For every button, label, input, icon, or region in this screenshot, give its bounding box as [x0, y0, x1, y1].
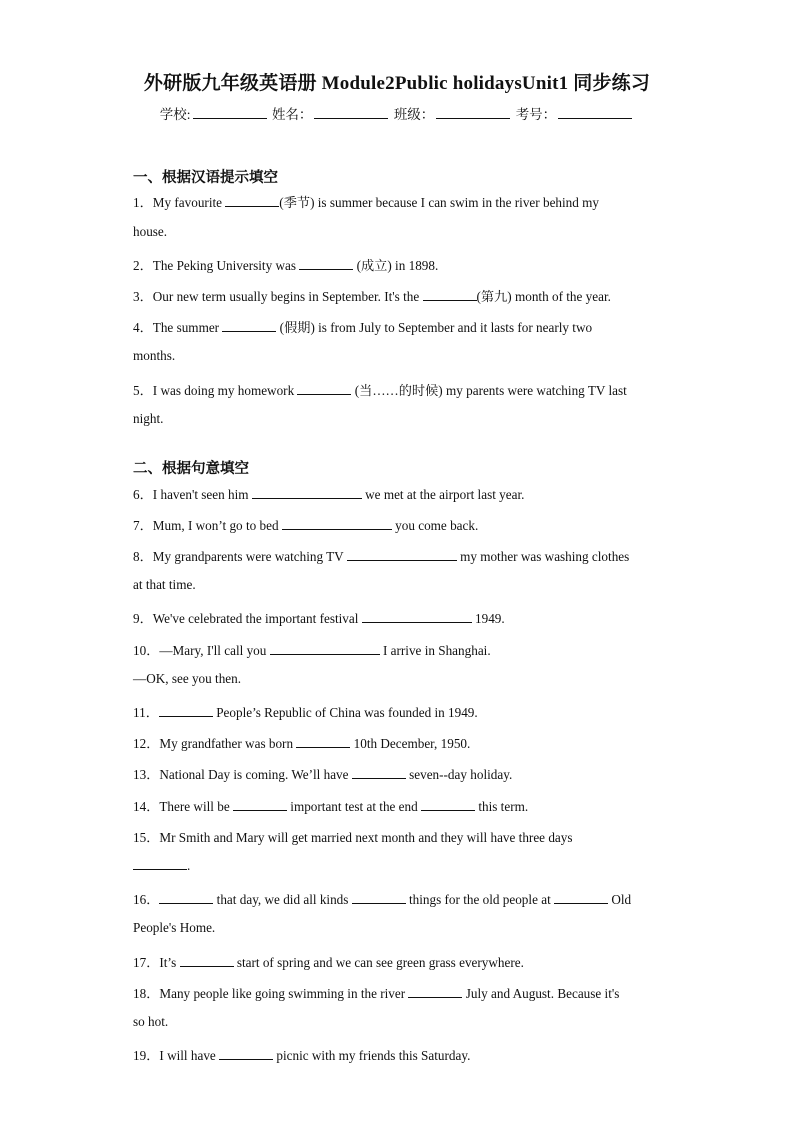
school-blank[interactable] [193, 106, 267, 119]
answer-blank[interactable] [362, 611, 472, 623]
question-6: 6．I haven't seen him we met at the airport last year. [133, 487, 525, 502]
class-label: 班级： [393, 107, 435, 122]
answer-blank[interactable] [282, 518, 392, 530]
question-18: 18．Many people like going swimming in the river July and August. Because it's [133, 986, 620, 1001]
answer-blank[interactable] [296, 736, 350, 748]
name-label: 姓名： [271, 107, 313, 122]
question-14: 14．There will be important test at the end this term. [133, 799, 529, 814]
answer-blank[interactable] [252, 487, 362, 499]
answer-blank[interactable] [421, 799, 475, 811]
question-5-cont: night. [133, 411, 164, 426]
question-16: 16． that day, we did all kinds things for the old people at Old [133, 892, 632, 907]
question-18-cont: so hot. [133, 1014, 169, 1029]
question-7: 7．Mum, I won’t go to bed you come back. [133, 518, 479, 533]
answer-blank[interactable] [270, 643, 380, 655]
answer-blank[interactable] [233, 799, 287, 811]
question-9: 9．We've celebrated the important festival 1949. [133, 611, 505, 626]
question-10-cont: —OK, see you then. [133, 671, 242, 686]
answer-blank[interactable] [159, 892, 213, 904]
question-17: 17．It’s start of spring and we can see green grass everywhere. [133, 955, 524, 970]
answer-blank[interactable] [297, 383, 351, 395]
question-11: 11． People’s Republic of China was founded in 1949. [133, 705, 478, 720]
answer-blank[interactable] [408, 986, 462, 998]
answer-blank[interactable] [423, 289, 477, 301]
answer-blank[interactable] [352, 892, 406, 904]
question-2: 2．The Peking University was (成立) in 1898. [133, 258, 439, 273]
question-1-cont: house. [133, 224, 168, 239]
question-8-cont: at that time. [133, 577, 196, 592]
question-19: 19．I will have picnic with my friends this Saturday. [133, 1048, 471, 1063]
class-blank[interactable] [436, 106, 510, 119]
answer-blank[interactable] [159, 705, 213, 717]
answer-blank[interactable] [347, 549, 457, 561]
answer-blank[interactable] [222, 320, 276, 332]
number-label: 考号： [515, 107, 557, 122]
answer-blank[interactable] [225, 195, 279, 207]
student-info-line [0, 103, 794, 123]
answer-blank[interactable] [219, 1048, 273, 1060]
question-15: 15．Mr Smith and Mary will get married next month and they will have three days [133, 830, 573, 845]
answer-blank[interactable] [352, 767, 406, 779]
answer-blank[interactable] [133, 858, 187, 870]
question-8: 8．My grandparents were watching TV my mother was washing clothes [133, 549, 630, 564]
number-blank[interactable] [558, 106, 632, 119]
section1-heading: 一、根据汉语提示填空 [133, 170, 278, 186]
section2-heading: 二、根据句意填空 [133, 461, 249, 477]
question-15-cont: . [133, 858, 190, 874]
name-blank[interactable] [314, 106, 388, 119]
question-13: 13．National Day is coming. We’ll have seven--day holiday. [133, 767, 513, 782]
question-5: 5．I was doing my homework (当……的时候) my parents were watching TV last [133, 383, 627, 398]
question-16-cont: People's Home. [133, 920, 216, 935]
answer-blank[interactable] [554, 892, 608, 904]
question-10: 10．—Mary, I'll call you I arrive in Shanghai. [133, 643, 491, 658]
answer-blank[interactable] [180, 955, 234, 967]
question-12: 12．My grandfather was born 10th December, 1950. [133, 736, 471, 751]
question-4-cont: months. [133, 348, 176, 363]
school-label: 学校: [159, 107, 191, 122]
answer-blank[interactable] [299, 258, 353, 270]
page-title: 外研版九年级英语册 Module2Public holidaysUnit1 同步练习 [143, 73, 651, 94]
question-1: 1．My favourite (季节) is summer because I can swim in the river behind my [133, 195, 600, 210]
question-4: 4．The summer (假期) is from July to September and it lasts for nearly two [133, 320, 593, 335]
question-3: 3．Our new term usually begins in September. It's the (第九) month of the year. [133, 289, 611, 304]
